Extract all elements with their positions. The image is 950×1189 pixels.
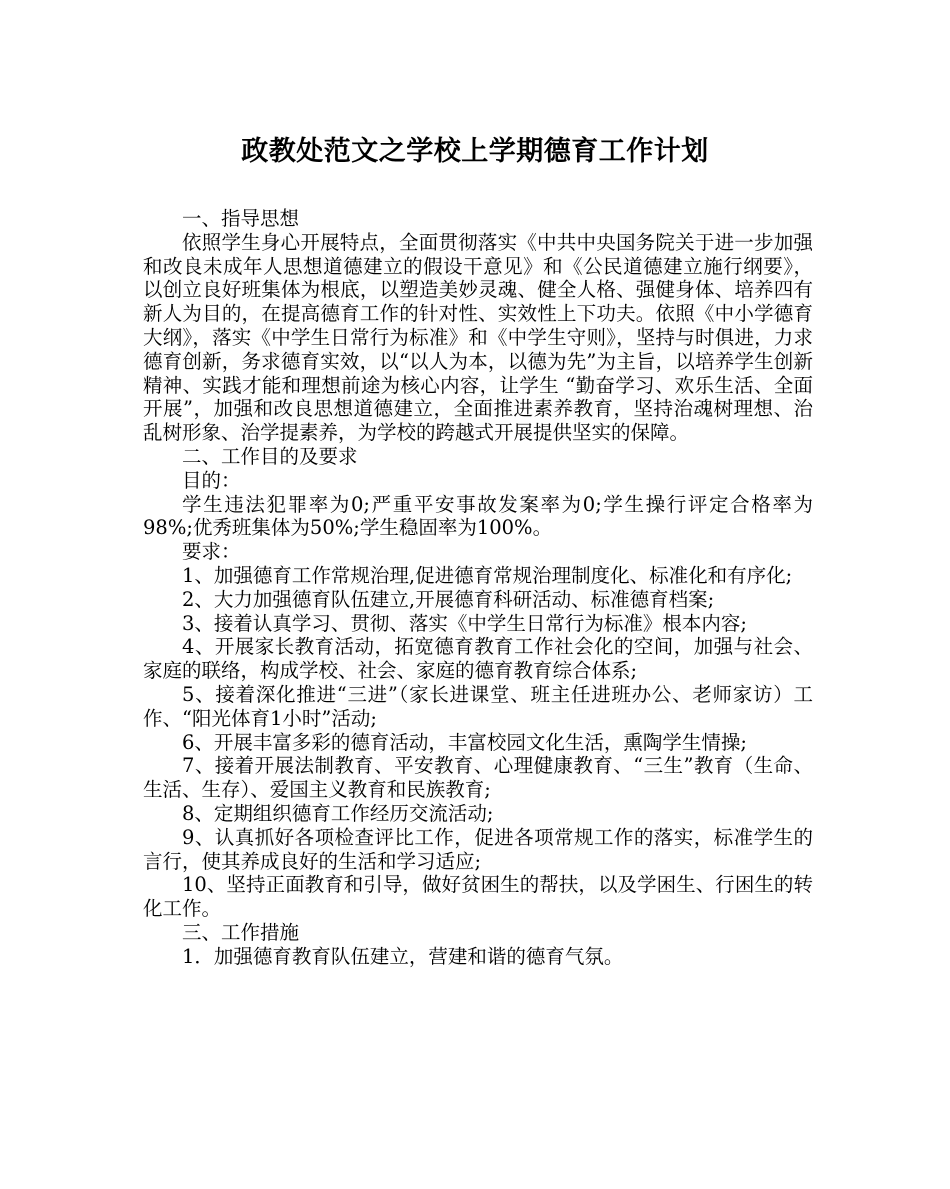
paragraph-guiding-ideology: 依照学生身心开展特点，全面贯彻落实《中共中央国务院关于进一步加强和改良未成年人思想道德建立的假设干意见》和《公民道德建立施行纲要》，以创立良好班集体为根底，以塑造美妙灵魂、健全人格、强健身体、培养四有新人为目的，在提高德育工作的针对性、实效性上下功夫。依照《中小学德育大纲》，落实《中学生日常行为标准》和《中学生守则》，坚持与时俱进，力求德育创新，务求德育实效，以“以人为本，以德为先”为主旨，以培养学生创新精神、实践才能和理想前途为核心内容，让学生 “勤奋学习、欢乐生活、全面开展”，加强和改良思想道德建立，全面推进素养教育，坚持治魂树理想、治乱树形象、治学提素养，为学校的跨越式开展提供坚实的保障。 (143, 230, 813, 445)
section-heading-work-measures: 三、工作措施 (182, 920, 300, 944)
requirement-item-4: 4、开展家长教育活动，拓宽德育教育工作社会化的空间，加强与社会、家庭的联络，构成学校、社会、家庭的德育教育综合体系; (143, 635, 813, 683)
requirement-item-7: 7、接着开展法制教育、平安教育、心理健康教育、“三生”教育（生命、生活、生存）、爱国主义教育和民族教育; (143, 754, 813, 802)
requirement-item-9: 9、认真抓好各项检查评比工作，促进各项常规工作的落实，标准学生的言行，使其养成良好的生活和学习适应; (143, 825, 813, 873)
section-heading-guiding-ideology: 一、指导思想 (182, 207, 300, 230)
requirement-item-6: 6、开展丰富多彩的德育活动，丰富校园文化生活，熏陶学生情操; (182, 730, 747, 754)
document-body (143, 207, 813, 969)
requirement-item-3: 3、接着认真学习、贯彻、落实《中学生日常行为标准》根本内容; (182, 611, 747, 635)
requirement-item-8: 8、定期组织德育工作经历交流活动; (182, 801, 494, 825)
requirement-item-2: 2、大力加强德育队伍建立,开展德育科研活动、标准德育档案; (182, 587, 715, 611)
label-requirements: 要求： (182, 540, 241, 564)
requirement-item-5: 5、接着深化推进“三进”（家长进课堂、班主任进班办公、老师家访）工作、“阳光体育1小时”活动; (143, 682, 813, 730)
paragraph-goals: 学生违法犯罪率为0;严重平安事故发案率为0;学生操行评定合格率为98%;优秀班集体为50%;学生稳固率为100%。 (143, 492, 813, 540)
requirement-item-1: 1、加强德育工作常规治理,促进德育常规治理制度化、标准化和有序化; (182, 563, 793, 587)
requirement-item-10: 10、坚持正面教育和引导，做好贫困生的帮扶，以及学困生、行困生的转化工作。 (143, 873, 813, 921)
label-goals: 目的： (182, 468, 241, 492)
measure-item-1: 1．加强德育教育队伍建立，营建和谐的德育气氛。 (182, 944, 624, 968)
section-heading-goals-requirements: 二、工作目的及要求 (182, 444, 358, 468)
document-title: 政教处范文之学校上学期德育工作计划 (241, 136, 709, 167)
